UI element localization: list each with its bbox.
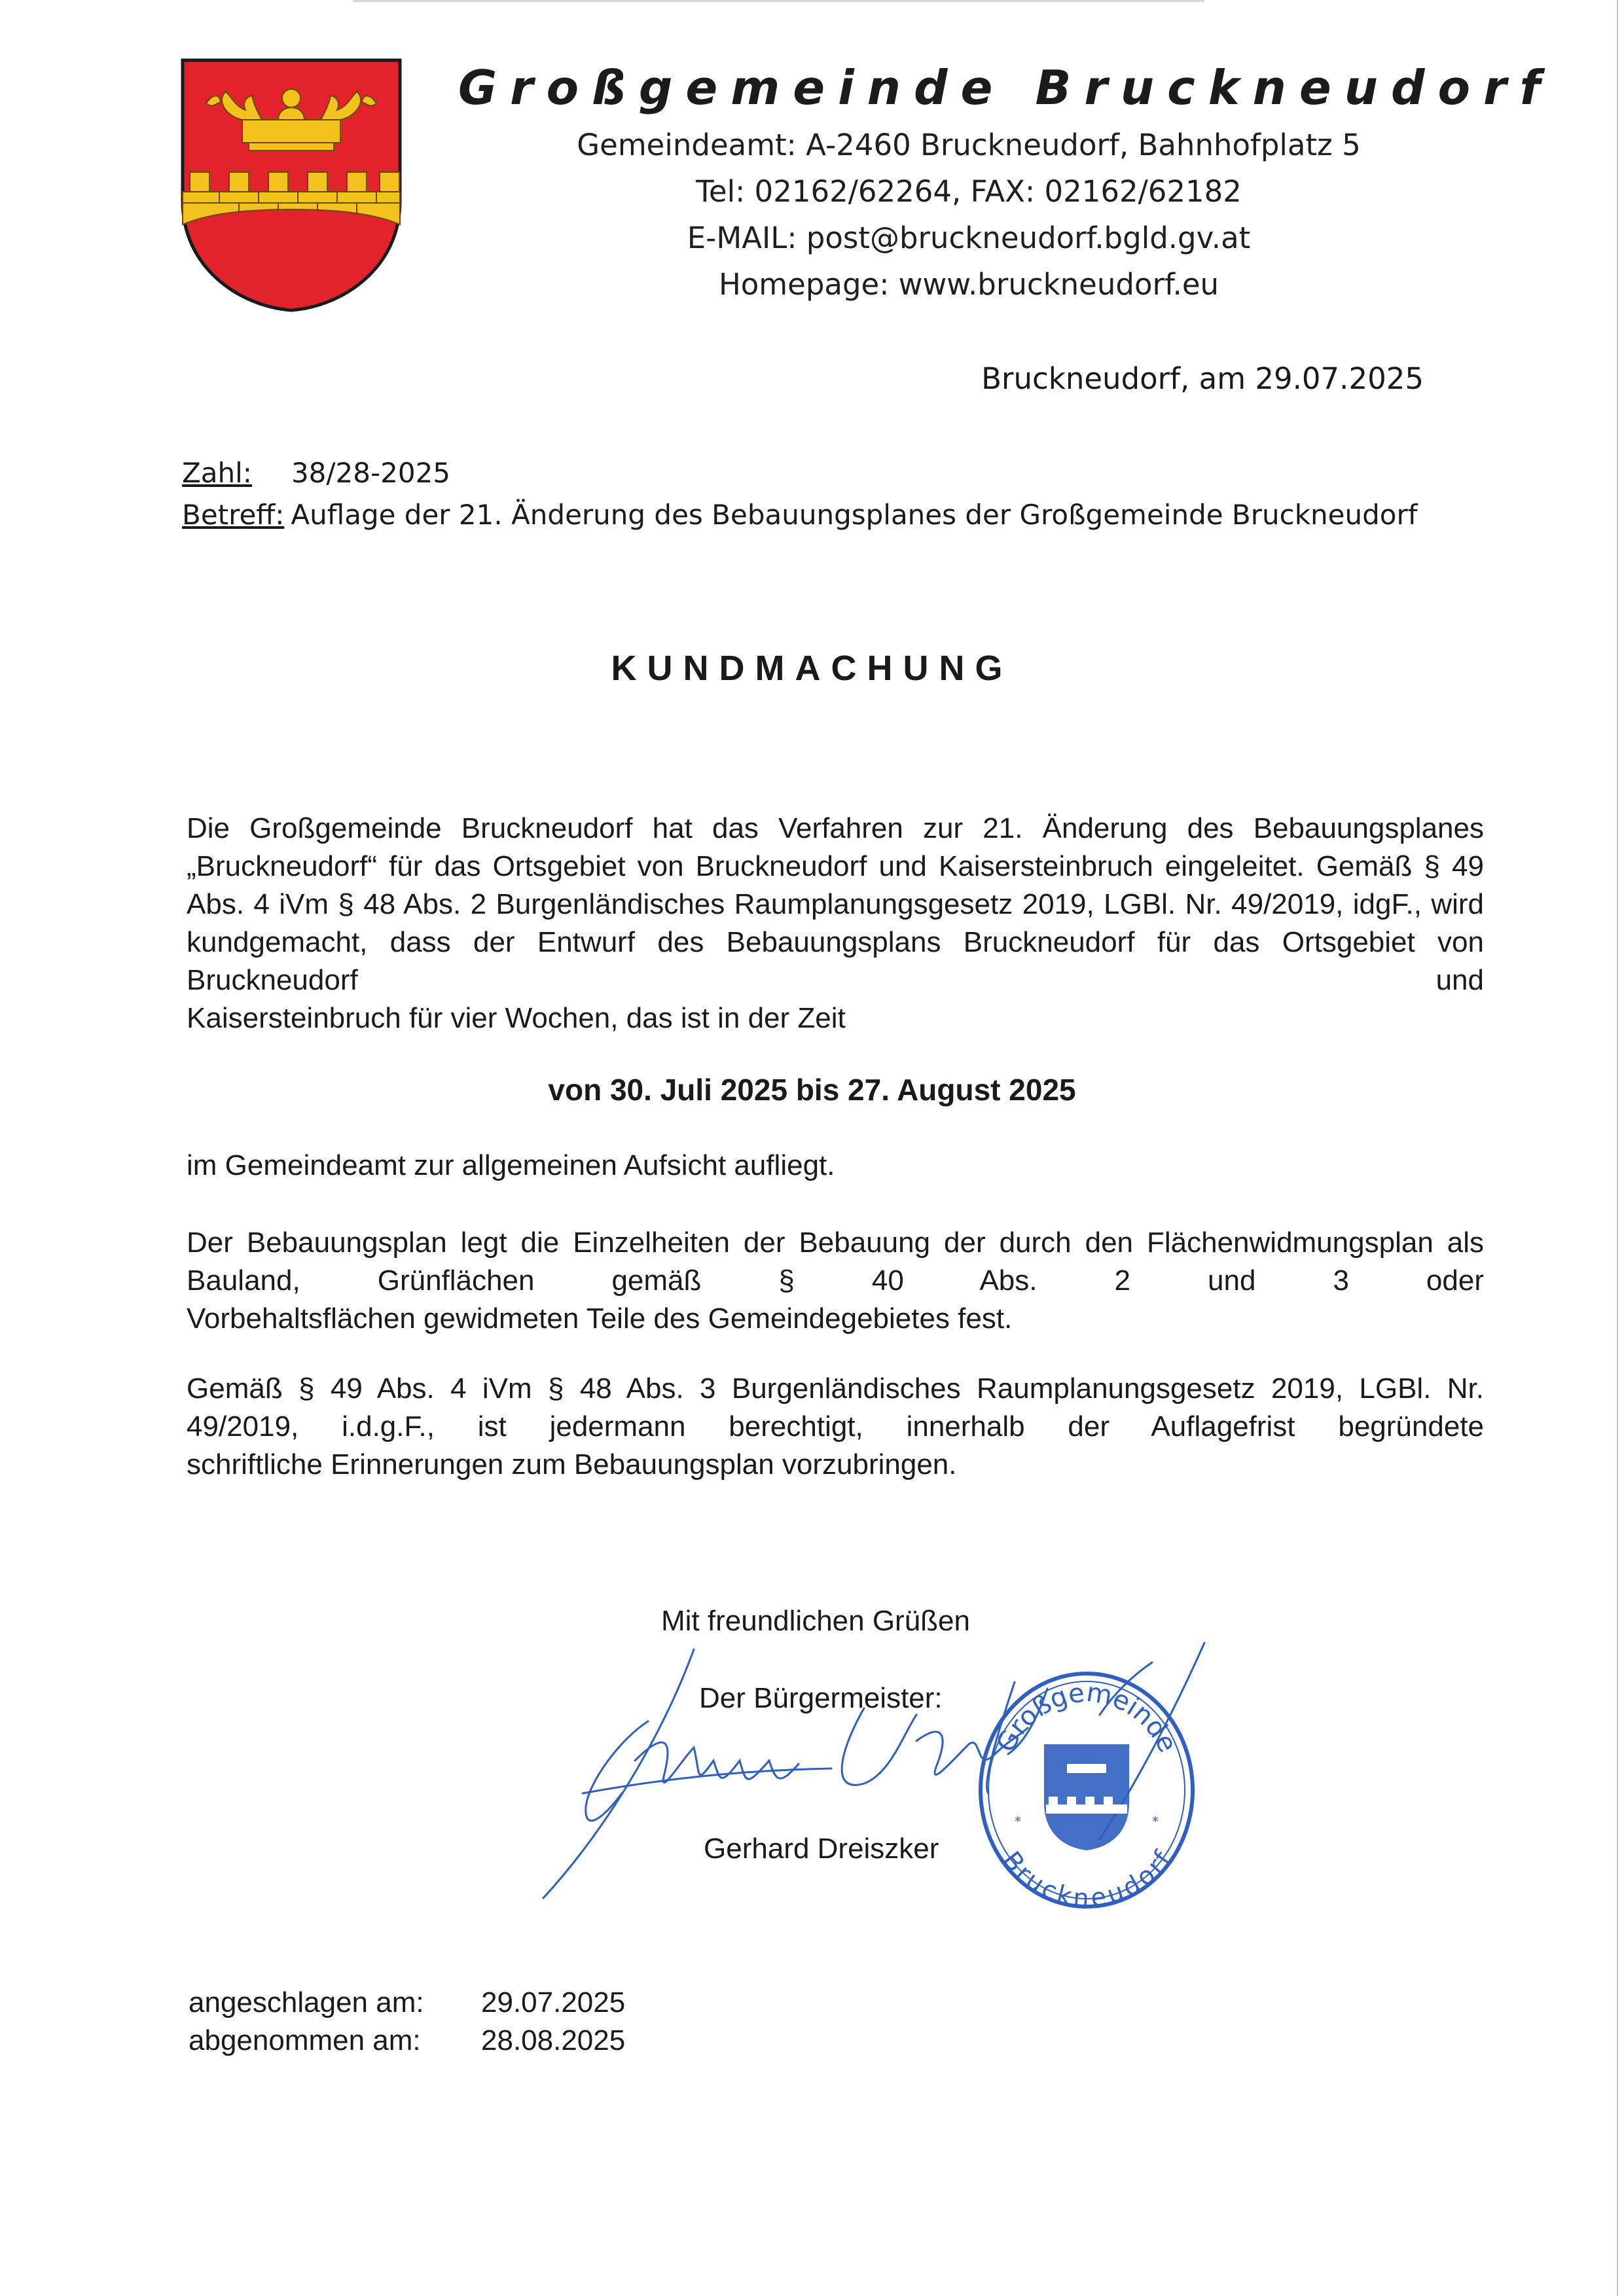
paragraph-3-last-line: Vorbehaltsflächen gewidmeten Teile des Gemeindegebietes fest.: [187, 1302, 1013, 1335]
scan-edge-top: [353, 0, 1204, 2]
header-email: E-MAIL: post@bruckneudorf.bgld.gv.at: [687, 221, 1251, 255]
svg-text:*: *: [1152, 1814, 1159, 1829]
svg-text:*: *: [1015, 1814, 1021, 1829]
document-date: Bruckneudorf, am 29.07.2025: [981, 361, 1424, 396]
header-homepage: Homepage: www.bruckneudorf.eu: [718, 267, 1219, 302]
body-paragraph-3: [187, 1224, 1484, 1338]
document-title: KUNDMACHUNG: [611, 649, 1013, 688]
scan-edge-right: [1617, 0, 1618, 2296]
removed-label: abgenommen am:: [189, 2024, 421, 2056]
reference-subject: [182, 499, 1418, 531]
body-paragraph-1: [187, 810, 1484, 1037]
signer-role: Der Bürgermeister:: [699, 1682, 943, 1714]
body-paragraph-4: [187, 1370, 1484, 1484]
municipality-name: Großgemeinde Bruckneudorf: [458, 60, 1553, 115]
removed-date: 28.08.2025: [481, 2024, 626, 2056]
reference-number: [182, 457, 450, 489]
posted-label: angeschlagen am:: [189, 1986, 424, 2018]
inspection-period: von 30. Juli 2025 bis 27. August 2025: [548, 1073, 1076, 1107]
zahl-value: 38/28-2025: [291, 457, 451, 489]
paragraph-4-text: Gemäß § 49 Abs. 4 iVm § 48 Abs. 3 Burgenländisches Raumplanungsgesetz 2019, LGBl. Nr. 49/2019, i.d.g.F., ist jedermann berechtigt, innerhalb der Auflagefrist begründete: [187, 1372, 1484, 1443]
paragraph-1-last-line: Kaisersteinbruch für vier Wochen, das ist in der Zeit: [187, 1002, 846, 1034]
coat-of-arms-logo: [180, 58, 403, 313]
header-phone-fax: Tel: 02162/62264, FAX: 02162/62182: [696, 174, 1242, 209]
signer-name: Gerhard Dreiszker: [704, 1833, 939, 1865]
paragraph-1-text: Die Großgemeinde Bruckneudorf hat das Verfahren zur 21. Änderung des Bebauungsplanes „Bruckneudorf“ für das Ortsgebiet von Bruckneudorf und Kaisersteinbruch eingeleitet. Gemäß § 49 Abs. 4 iVm § 48 Abs. 2 Burgenländisches Raumplanungsgesetz 2019, LGBl. Nr. 49/2019, idgF., wird kundgemacht, dass der Entwurf des Bebauungsplans Bruckneudorf für das Ortsgebiet von Bruckneudorf und: [187, 812, 1484, 996]
betreff-label: Betreff:: [182, 499, 285, 531]
closing-greeting: Mit freundlichen Grüßen: [661, 1605, 970, 1637]
paragraph-3-text: Der Bebauungsplan legt die Einzelheiten der Bebauung der durch den Flächenwidmungsplan als Bauland, Grünflächen gemäß § 40 Abs. 2 und 3 oder: [187, 1227, 1484, 1297]
stamp-top-text: Großgemeinde: [990, 1677, 1183, 1757]
zahl-label: Zahl:: [182, 457, 252, 489]
betreff-value: Auflage der 21. Änderung des Bebauungsplanes der Großgemeinde Bruckneudorf: [291, 499, 1418, 531]
body-paragraph-2: im Gemeindeamt zur allgemeinen Aufsicht aufliegt.: [187, 1149, 835, 1181]
header-address: Gemeindeamt: A-2460 Bruckneudorf, Bahnhofplatz 5: [577, 128, 1361, 162]
official-stamp: [975, 1666, 1198, 1914]
stamp-bottom-text: Bruckneudorf: [997, 1846, 1177, 1913]
posted-date: 29.07.2025: [481, 1986, 626, 2018]
paragraph-4-last-line: schriftliche Erinnerungen zum Bebauungsplan vorzubringen.: [187, 1448, 957, 1480]
